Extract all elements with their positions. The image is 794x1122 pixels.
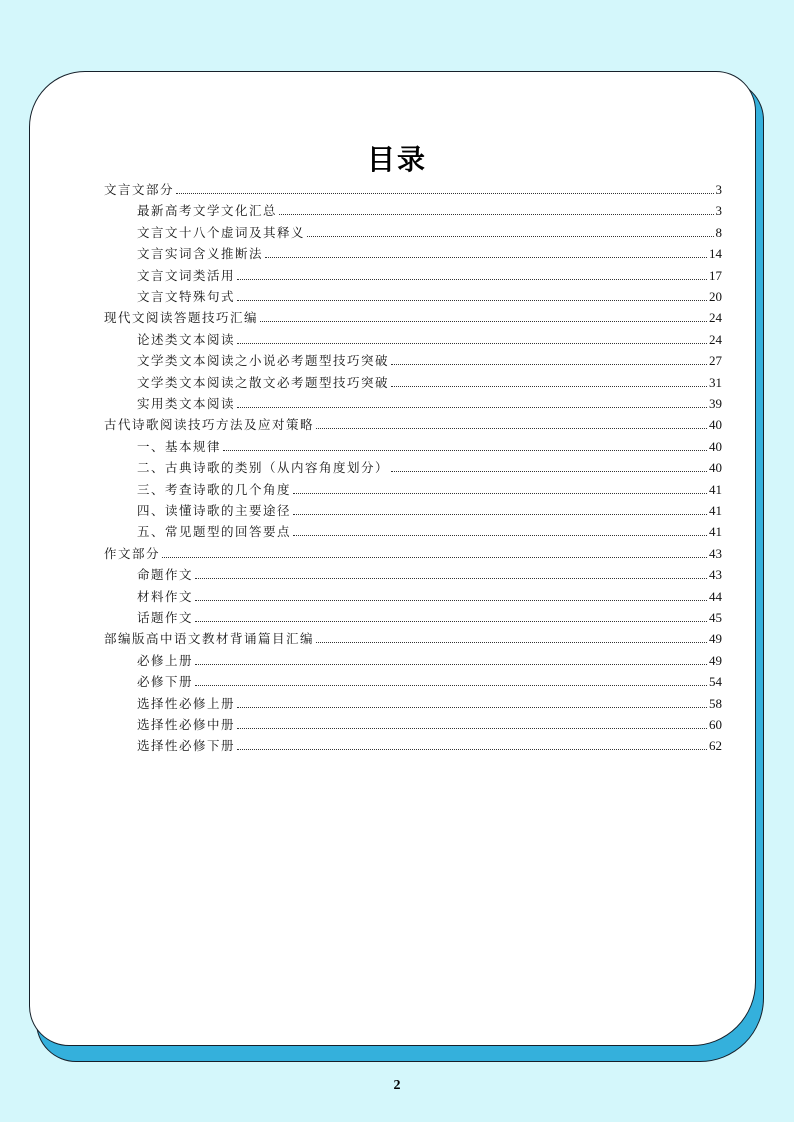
toc-entry-page: 40 bbox=[709, 417, 722, 433]
dot-leader bbox=[195, 600, 707, 601]
toc-entry-label: 话题作文 bbox=[137, 610, 194, 625]
toc-entry-label: 作文部分 bbox=[104, 545, 161, 561]
dot-leader bbox=[162, 557, 707, 558]
dot-leader bbox=[223, 450, 707, 451]
toc-subsection-entry[interactable] bbox=[137, 690, 722, 711]
toc-entry-label: 部编版高中语文教材背诵篇目汇编 bbox=[104, 631, 315, 647]
toc-entry-label: 文学类文本阅读之散文必考题型技巧突破 bbox=[137, 374, 390, 390]
toc-subsection-entry[interactable] bbox=[137, 604, 722, 625]
toc-entry-label: 文言文部分 bbox=[104, 182, 175, 197]
toc-entry-page: 41 bbox=[709, 481, 722, 497]
toc-subsection-entry[interactable] bbox=[137, 262, 722, 283]
toc-subsection-entry[interactable] bbox=[137, 219, 722, 240]
toc-entry-label: 实用类文本阅读 bbox=[137, 396, 236, 411]
toc-entry-page: 24 bbox=[709, 331, 722, 347]
toc-entry-label: 文言文十八个虚词及其释义 bbox=[137, 224, 306, 240]
toc-entry-label: 一、基本规律 bbox=[137, 438, 222, 454]
toc-entry-page: 41 bbox=[709, 524, 722, 540]
toc-entry-page: 17 bbox=[709, 267, 722, 283]
toc-section-entry[interactable] bbox=[104, 540, 722, 561]
dot-leader bbox=[293, 493, 707, 494]
toc-entry-label: 文言文特殊句式 bbox=[137, 289, 236, 304]
toc-entry-page: 60 bbox=[709, 717, 722, 732]
toc-entry-page: 39 bbox=[709, 396, 722, 411]
toc-subsection-entry[interactable] bbox=[137, 647, 722, 668]
dot-leader bbox=[237, 279, 707, 280]
toc-entry-label: 文学类文本阅读之小说必考题型技巧突破 bbox=[137, 353, 390, 369]
toc-entry-page: 62 bbox=[709, 738, 722, 754]
toc-entry-page: 31 bbox=[709, 374, 722, 390]
dot-leader bbox=[391, 364, 707, 365]
toc-entry-label: 三、考查诗歌的几个角度 bbox=[137, 481, 292, 497]
toc-entry-page: 27 bbox=[709, 353, 722, 369]
toc-subsection-entry[interactable] bbox=[137, 711, 722, 732]
dot-leader bbox=[391, 386, 707, 387]
toc-subsection-entry[interactable] bbox=[137, 283, 722, 304]
toc-entry-label: 现代文阅读答题技巧汇编 bbox=[104, 310, 259, 326]
toc-entry-page: 40 bbox=[709, 438, 722, 454]
toc-entry-page: 43 bbox=[709, 567, 722, 583]
toc-entry-label: 古代诗歌阅读技巧方法及应对策略 bbox=[104, 417, 315, 433]
toc-entry-page: 14 bbox=[709, 246, 722, 262]
toc-entry-page: 40 bbox=[709, 460, 722, 476]
toc-entry-page: 8 bbox=[715, 224, 722, 240]
dot-leader bbox=[293, 535, 707, 536]
toc-entry-label: 二、古典诗歌的类别（从内容角度划分） bbox=[137, 460, 390, 476]
toc-subsection-entry[interactable] bbox=[137, 454, 722, 475]
dot-leader bbox=[265, 257, 707, 258]
toc-entry-page: 44 bbox=[709, 588, 722, 604]
dot-leader bbox=[195, 578, 707, 579]
toc-entry-page: 3 bbox=[715, 182, 722, 197]
toc-entry-label: 材料作文 bbox=[137, 588, 194, 604]
toc-entry-label: 论述类文本阅读 bbox=[137, 331, 236, 347]
dot-leader bbox=[176, 193, 713, 194]
toc-title: 目录 bbox=[366, 143, 427, 176]
toc-entry-label: 最新高考文学文化汇总 bbox=[137, 203, 278, 219]
toc-entry-label: 命题作文 bbox=[137, 567, 194, 583]
toc-entry-page: 49 bbox=[709, 631, 722, 647]
toc-entry-page: 3 bbox=[715, 203, 722, 219]
toc-subsection-entry[interactable] bbox=[137, 197, 722, 218]
dot-leader bbox=[391, 471, 707, 472]
toc-section-entry[interactable] bbox=[104, 411, 722, 432]
toc-entry-label: 必修上册 bbox=[137, 652, 194, 668]
dot-leader bbox=[279, 214, 713, 215]
dot-leader bbox=[237, 343, 707, 344]
toc-entry-page: 49 bbox=[709, 652, 722, 668]
toc-entry-page: 45 bbox=[709, 610, 722, 625]
dot-leader bbox=[307, 236, 713, 237]
toc-subsection-entry[interactable] bbox=[137, 390, 722, 411]
dot-leader bbox=[316, 642, 707, 643]
toc-entry-page: 54 bbox=[709, 674, 722, 690]
dot-leader bbox=[237, 749, 707, 750]
toc-subsection-entry[interactable] bbox=[137, 732, 722, 753]
toc-entry-page: 43 bbox=[709, 545, 722, 561]
toc-entry-label: 选择性必修中册 bbox=[137, 717, 236, 732]
toc-subsection-entry[interactable] bbox=[137, 369, 722, 390]
toc-section-entry[interactable] bbox=[104, 176, 722, 197]
toc-entry-label: 四、读懂诗歌的主要途径 bbox=[137, 503, 292, 518]
toc-entry-label: 五、常见题型的回答要点 bbox=[137, 524, 292, 540]
dot-leader bbox=[293, 514, 707, 515]
dot-leader bbox=[260, 321, 707, 322]
toc-entry-label: 选择性必修上册 bbox=[137, 695, 236, 711]
toc-entry-page: 41 bbox=[709, 503, 722, 518]
dot-leader bbox=[237, 728, 707, 729]
dot-leader bbox=[316, 428, 707, 429]
toc-entry-label: 文言文词类活用 bbox=[137, 267, 236, 283]
toc-subsection-entry[interactable] bbox=[137, 347, 722, 368]
dot-leader bbox=[237, 300, 707, 301]
toc-subsection-entry[interactable] bbox=[137, 518, 722, 539]
toc-subsection-entry[interactable] bbox=[137, 476, 722, 497]
toc-entry-page: 58 bbox=[709, 695, 722, 711]
dot-leader bbox=[195, 685, 707, 686]
toc-subsection-entry[interactable] bbox=[137, 583, 722, 604]
toc-entry-label: 文言实词含义推断法 bbox=[137, 246, 264, 262]
page-number: 2 bbox=[393, 1078, 401, 1093]
toc-subsection-entry[interactable] bbox=[137, 326, 722, 347]
dot-leader bbox=[195, 664, 707, 665]
toc-section-entry[interactable] bbox=[104, 304, 722, 325]
toc-entry-label: 必修下册 bbox=[137, 674, 194, 690]
dot-leader bbox=[237, 407, 707, 408]
dot-leader bbox=[237, 707, 707, 708]
dot-leader bbox=[195, 621, 707, 622]
toc-section-entry[interactable] bbox=[104, 625, 722, 646]
toc-entry-page: 24 bbox=[709, 310, 722, 326]
toc-subsection-entry[interactable] bbox=[137, 433, 722, 454]
toc-subsection-entry[interactable] bbox=[137, 668, 722, 689]
toc-entry-page: 20 bbox=[709, 289, 722, 304]
toc-subsection-entry[interactable] bbox=[137, 561, 722, 582]
toc-subsection-entry[interactable] bbox=[137, 497, 722, 518]
toc-entry-label: 选择性必修下册 bbox=[137, 738, 236, 754]
toc-subsection-entry[interactable] bbox=[137, 240, 722, 261]
